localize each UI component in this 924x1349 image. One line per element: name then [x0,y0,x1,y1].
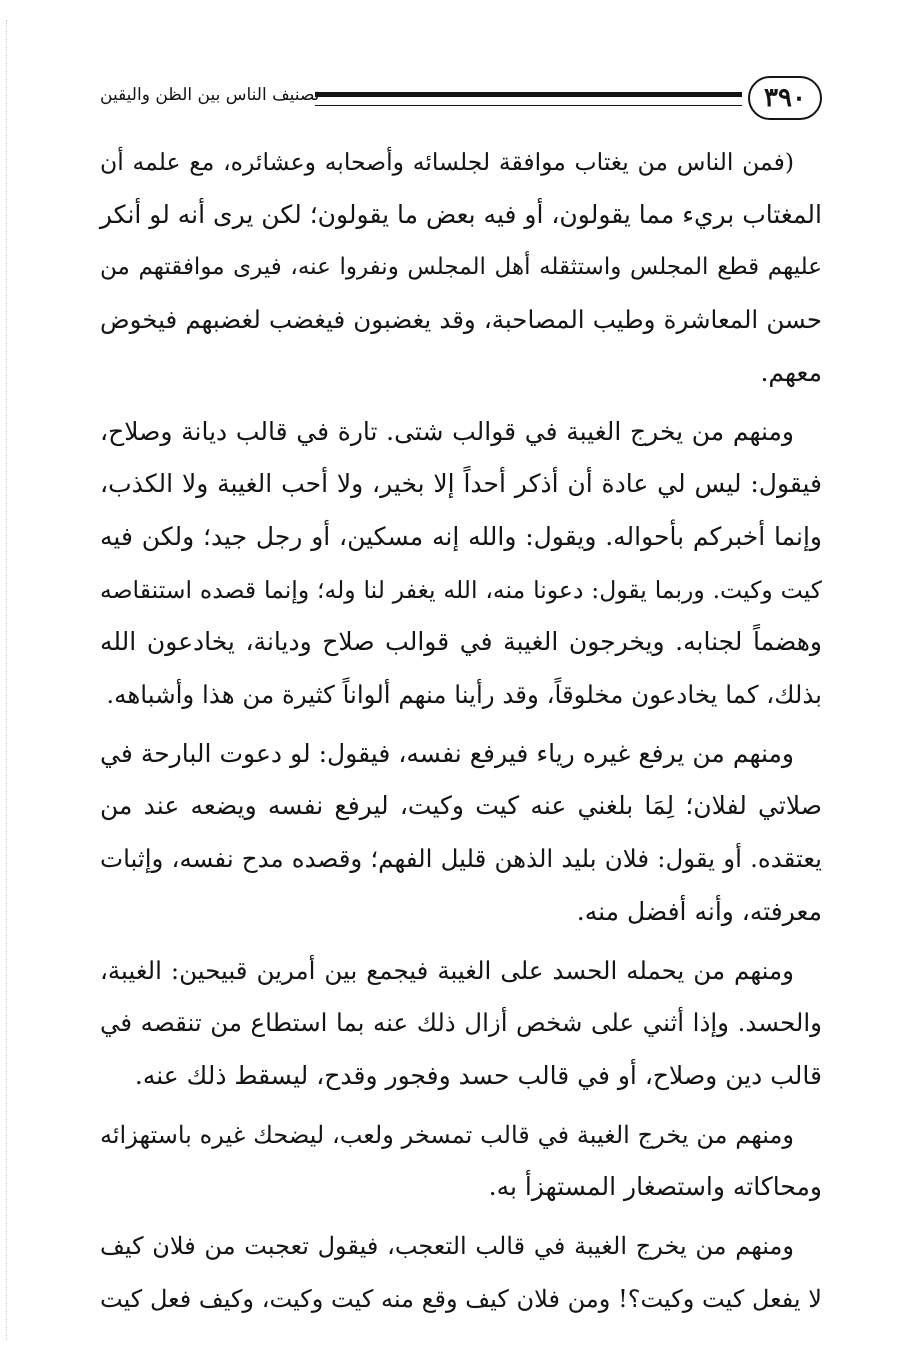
text-line: وهضماً لجنابه. ويخرجون الغيبة في قوالب صلاح وديانة، يخادعون الله [100,627,822,657]
paragraph-6 [100,1220,822,1325]
text-line: ومنهم من يخرج الغيبة في قالب التعجب، فيقول تعجبت من فلان كيف [100,1232,794,1261]
text-line: وإنما أخبركم بأحواله. ويقول: والله إنه مسكين، أو رجل جيد؛ ولكن فيه [100,521,822,551]
text-line: (فمن الناس من يغتاب موافقة لجلسائه وأصحابه وعشائره، مع علمه أن [100,148,794,176]
text-line: ومنهم من يخرج الغيبة في قوالب شتى. تارة في قالب ديانة وصلاح، [100,416,794,446]
text-line: والحسد. وإذا أثني على شخص أزال ذلك عنه بما استطاع من تنقصه في [100,1008,822,1038]
text-line: ومنهم من يخرج الغيبة في قالب تمسخر ولعب، ليضحك غيره باستهزائه [100,1120,794,1149]
text-line: صلاتي لفلان؛ لِمَا بلغني عنه كيت وكيت، ليرفع نفسه ويضعه عند من [100,791,822,821]
paragraph-1 [100,136,822,400]
scan-margin-artifact [6,20,7,1340]
text-line: ومحاكاته واستصغار المستهزأ به. [488,1172,822,1202]
text-line: حسن المعاشرة وطيب المصاحبة، وقد يغضبون فيغضب لغضبهم فيخوض [100,305,822,335]
page-number: ٣٩٠ [748,76,822,120]
body-text [100,136,822,1325]
paragraph-2 [100,406,822,722]
text-line: لا يفعل كيت وكيت؟! ومن فلان كيف وقع منه كيت وكيت، وكيف فعل كيت [100,1284,822,1313]
text-line: معرفته، وأنه أفضل منه. [576,896,822,926]
paragraph-4 [100,945,822,1103]
text-line: معهم. [760,357,822,387]
text-line: ومنهم من يرفع غيره رياء فيرفع نفسه، فيقول: لو دعوت البارحة في [100,738,794,768]
header-rule [315,92,742,106]
text-line: فيقول: ليس لي عادة أن أذكر أحداً إلا بخير، ولا أحب الغيبة ولا الكذب، [100,469,822,499]
text-line: ومنهم من يحمله الحسد على الغيبة فيجمع بين أمرين قبيحين: الغيبة، [100,955,794,985]
text-line: المغتاب بريء مما يقولون، أو فيه بعض ما يقولون؛ لكن يرى أنه لو أنكر [99,199,822,229]
page-header [100,72,822,124]
text-line: كيت وكيت. وربما يقول: دعونا منه، الله يغفر لنا وله؛ وإنما قصده استنقاصه [100,575,822,604]
text-line: قالب دين وصلاح، أو في قالب حسد وفجور وقدح، ليسقط ذلك عنه. [134,1060,822,1090]
paragraph-3 [100,728,822,939]
text-line: يعتقده. أو يقول: فلان بليد الذهن قليل الفهم؛ وقصده مدح نفسه، وإثبات [100,844,822,874]
text-line: بذلك، كما يخادعون مخلوقاً، وقد رأينا منهم ألواناً كثيرة من هذا وأشباهه. [106,680,822,710]
running-title: تصنيف الناس بين الظن واليقين [100,85,320,105]
text-line: عليهم قطع المجلس واستثقله أهل المجلس ونفروا عنه، فيرى موافقتهم من [100,254,822,281]
paragraph-5 [100,1109,822,1214]
